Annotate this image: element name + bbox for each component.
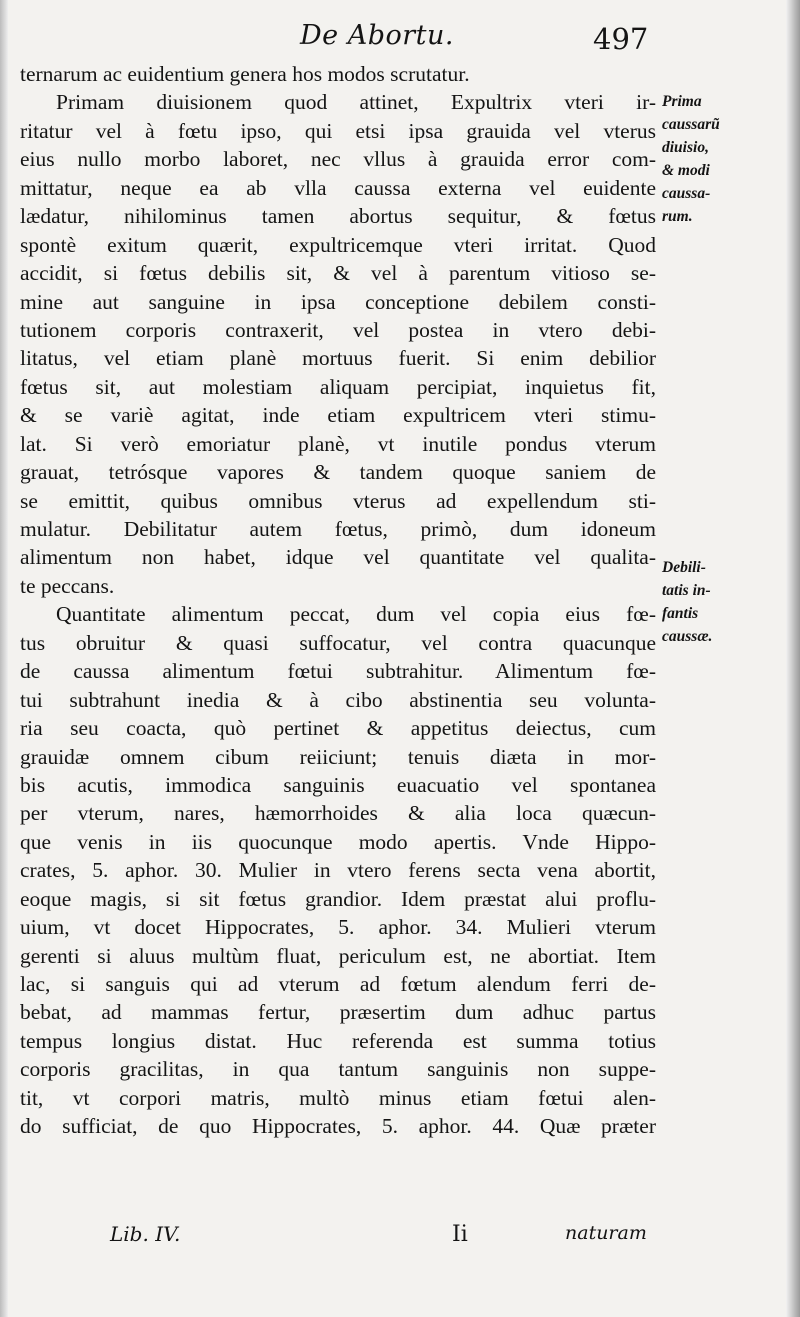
text-line: Primam diuisionem quod attinet, Expultrix vteri ir- — [56, 90, 656, 115]
text-line: grauidæ omnem cibum reiiciunt; tenuis diæta in mor- — [20, 744, 656, 769]
text-line: uium, vt docet Hippocrates, 5. aphor. 34. Mulieri vterum — [20, 915, 656, 940]
text-line: ritatur vel à fœtu ipso, qui etsi ipsa grauida vel vterus — [20, 118, 656, 143]
running-title: De Abortu. — [300, 20, 454, 51]
text-line: do sufficiat, de quo Hippocrates, 5. aphor. 44. Quæ præter — [20, 1114, 656, 1139]
margin-note-line: & modi — [662, 162, 710, 179]
text-line: que venis in iis quocunque modo apertis. Vnde Hippo- — [20, 829, 656, 854]
text-line: Quantitate alimentum peccat, dum vel copia eius fœ- — [56, 602, 656, 627]
book-label: Lib. IV. — [110, 1222, 181, 1246]
text-line: tus obruitur & quasi suffocatur, vel contra quacunque — [20, 630, 656, 655]
text-line: se emittit, quibus omnibus vterus ad expellendum sti- — [20, 488, 656, 513]
text-line: accidit, si fœtus debilis sit, & vel à parentum vitioso se- — [20, 261, 656, 286]
margin-note-prima-caussarum — [662, 90, 790, 228]
margin-note-line: caussa- — [662, 185, 711, 202]
text-line: crates, 5. aphor. 30. Mulier in vtero ferens secta vena abortit, — [20, 858, 656, 883]
catchword: naturam — [565, 1222, 647, 1244]
text-line: gerenti si aluus multùm fluat, periculum est, ne abortiat. Item — [20, 943, 656, 968]
text-line: corporis gracilitas, in qua tantum sanguinis non suppe- — [20, 1057, 656, 1082]
page-number: 497 — [593, 22, 649, 56]
margin-note-line: Prima — [662, 93, 702, 110]
text-line: mittatur, neque ea ab vlla caussa externa vel euidente — [20, 175, 656, 200]
text-line: fœtus sit, aut molestiam aliquam percipiat, inquietus fit, — [20, 374, 656, 399]
text-line: & se variè agitat, inde etiam expultricem vteri stimu- — [20, 403, 656, 428]
text-line: per vterum, nares, hæmorrhoides & alia loca quæcun- — [20, 801, 656, 826]
margin-note-line: diuisio, — [662, 139, 709, 156]
text-line: mine aut sanguine in ipsa conceptione debilem consti- — [20, 289, 656, 314]
text-line: te peccans. — [20, 573, 115, 598]
text-line: lat. Si verò emoriatur planè, vt inutile pondus vterum — [20, 431, 656, 456]
text-line: tit, vt corpori matris, multò minus etiam fœtui alen- — [20, 1085, 656, 1110]
margin-note-line: tatis in- — [662, 582, 711, 599]
text-line: mulatur. Debilitatur autem fœtus, primò, dum idoneum — [20, 517, 656, 541]
text-line: spontè exitum quærit, expultricemque vteri irritat. Quod — [20, 232, 656, 257]
margin-note-line: caussæ. — [662, 628, 713, 645]
text-line: tutionem corporis contraxerit, vel postea in vtero debi- — [20, 317, 656, 342]
text-line: tui subtrahunt inedia & à cibo abstinentia seu volunta- — [20, 687, 656, 712]
text-line: de caussa alimentum fœtui subtrahitur. Alimentum fœ- — [20, 659, 656, 684]
text-line: bis acutis, immodica sanguinis euacuatio vel spontanea — [20, 772, 656, 797]
signature-mark: Ii — [452, 1222, 468, 1247]
main-text — [20, 60, 656, 1141]
margin-note-line: rum. — [662, 208, 693, 225]
text-line: lædatur, nihilominus tamen abortus sequitur, & fœtus — [20, 204, 656, 229]
text-line: bebat, ad mammas fertur, præsertim dum adhuc partus — [20, 1000, 656, 1025]
text-line: tempus longius distat. Huc referenda est summa totius — [20, 1028, 656, 1053]
text-line: eius nullo morbo laboret, nec vllus à grauida error com- — [20, 147, 656, 172]
margin-note-line: Debili- — [662, 559, 706, 576]
margin-note-debilitatis — [662, 556, 790, 648]
margin-note-line: caussarũ — [662, 116, 720, 133]
text-line: ria seu coacta, quò pertinet & appetitus deiectus, cum — [20, 716, 656, 741]
text-line: alimentum non habet, idque vel quantitate vel qualita- — [20, 545, 656, 570]
text-line: grauat, tetrósque vapores & tandem quoque saniem de — [20, 460, 656, 485]
text-line: eoque magis, si sit fœtus grandior. Idem præstat alui proflu- — [20, 886, 656, 911]
text-line: ternarum ac euidentium genera hos modos scrutatur. — [20, 62, 470, 86]
text-line: lac, si sanguis qui ad vterum ad fœtum alendum ferri de- — [20, 972, 656, 996]
margin-note-line: fantis — [662, 605, 699, 622]
text-line: litatus, vel etiam planè mortuus fuerit. Si enim debilior — [20, 346, 656, 371]
